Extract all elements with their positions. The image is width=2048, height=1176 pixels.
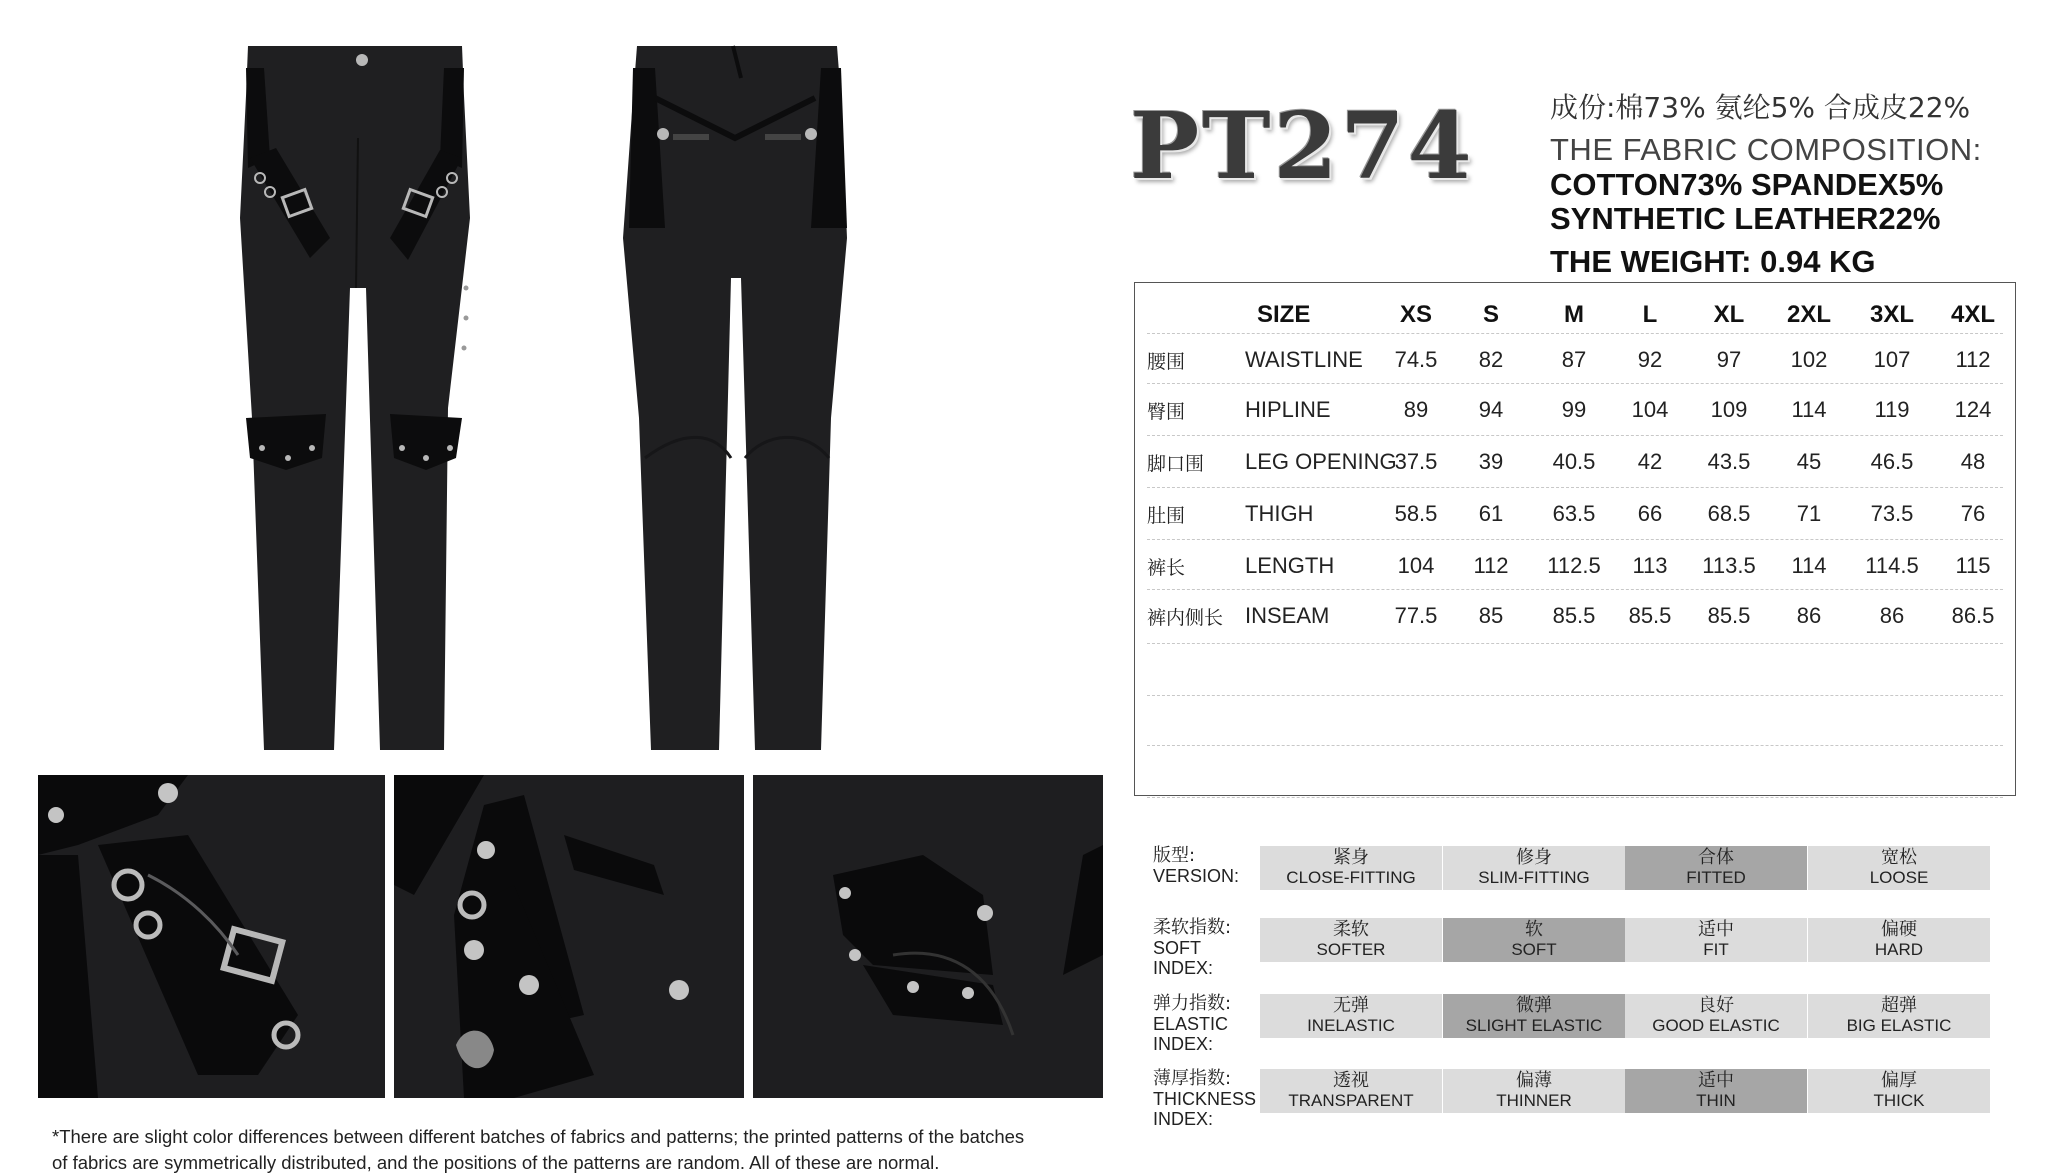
size-value: 85.5 — [1628, 603, 1672, 628]
attribute-label-en: INDEX: — [1153, 958, 1214, 978]
attribute-label-en: VERSION: — [1153, 866, 1240, 886]
scale-option-en: THIN — [1696, 1091, 1736, 1110]
size-value: 92 — [1637, 347, 1663, 372]
attribute-label — [1153, 846, 1239, 886]
scale-option-cn: 适中 — [1698, 1070, 1734, 1091]
scale-option-cn: 偏薄 — [1516, 1070, 1552, 1091]
scale-option-cn: 透视 — [1333, 1070, 1369, 1091]
attribute-label-en: INDEX: — [1153, 1034, 1214, 1054]
scale-option-cn: 合体 — [1698, 847, 1734, 868]
scale-option-good-elastic — [1625, 994, 1807, 1038]
size-header-4xl: 4XL — [1950, 301, 1996, 328]
scale-option-cn: 软 — [1525, 919, 1543, 940]
size-value: 76 — [1960, 501, 1986, 526]
size-value: 82 — [1478, 347, 1504, 372]
row-label-en: LENGTH — [1245, 553, 1335, 578]
size-row-leg-opening — [1147, 435, 2003, 488]
size-table — [1134, 282, 2016, 796]
attribute-label — [1153, 918, 1231, 978]
scale-option-cn: 柔软 — [1333, 919, 1369, 940]
size-value: 113 — [1632, 553, 1668, 578]
size-value: 107 — [1873, 347, 1911, 372]
size-header-s: S — [1482, 301, 1500, 328]
model-number: PT274 — [1130, 92, 1475, 200]
size-value: 94 — [1478, 397, 1504, 422]
weight: THE WEIGHT: 0.94 KG — [1550, 244, 1876, 279]
row-label-cn: 肚围 — [1147, 505, 1186, 527]
scale-option-cn: 超弹 — [1881, 995, 1917, 1016]
detail-photo-buckle — [38, 775, 385, 1098]
detail-photo-pocket — [394, 775, 744, 1098]
size-value: 63.5 — [1552, 501, 1596, 526]
size-value: 112.5 — [1547, 553, 1601, 578]
size-value: 109 — [1710, 397, 1748, 422]
size-value: 73.5 — [1870, 501, 1914, 526]
scale-option-en: BIG ELASTIC — [1846, 1016, 1952, 1035]
size-header-xs: XS — [1399, 301, 1433, 328]
row-label-cn: 裤长 — [1147, 557, 1186, 579]
attribute-label-cn: 版型: — [1153, 845, 1196, 866]
back-view-photo — [615, 38, 875, 758]
size-value: 85 — [1478, 603, 1504, 628]
note-line2: of fabrics are symmetrically distributed, and the positions of the patterns are random. All of these are normal. — [52, 1152, 940, 1173]
size-value: 45 — [1796, 449, 1822, 474]
composition-label: THE FABRIC COMPOSITION: — [1550, 132, 1982, 167]
size-value: 86.5 — [1951, 603, 1995, 628]
size-value: 68.5 — [1707, 501, 1751, 526]
attribute-label-cn: 柔软指数: — [1153, 917, 1232, 938]
scale-option-close-fitting — [1260, 846, 1442, 890]
size-value: 43.5 — [1707, 449, 1751, 474]
row-label-en: HIPLINE — [1245, 397, 1331, 422]
size-value: 97 — [1716, 347, 1742, 372]
size-row-thigh — [1147, 487, 2003, 540]
row-label-en: THIGH — [1245, 501, 1314, 526]
row-label-en: INSEAM — [1245, 603, 1330, 628]
color-note — [52, 1124, 1112, 1176]
front-view-photo — [230, 38, 530, 758]
scale-option-en: THINNER — [1496, 1091, 1572, 1110]
size-value: 114 — [1791, 553, 1827, 578]
composition-line2: SYNTHETIC LEATHER22% — [1550, 201, 1941, 236]
scale-option-thinner — [1443, 1069, 1625, 1113]
size-value: 66 — [1637, 501, 1663, 526]
size-value: 115 — [1955, 553, 1991, 578]
size-header-row — [1147, 283, 2003, 334]
row-label-cn: 裤内侧长 — [1147, 607, 1224, 629]
size-value: 102 — [1790, 347, 1828, 372]
size-value: 39 — [1478, 449, 1504, 474]
size-value: 112 — [1473, 553, 1509, 578]
size-value: 124 — [1954, 397, 1992, 422]
size-value: 86 — [1796, 603, 1822, 628]
size-row-inseam — [1147, 589, 2003, 644]
size-value: 58.5 — [1394, 501, 1438, 526]
scale-option-inelastic — [1260, 994, 1442, 1038]
size-value: 99 — [1561, 397, 1587, 422]
row-label-cn: 腰围 — [1147, 351, 1186, 373]
scale-option-en: LOOSE — [1869, 868, 1929, 887]
attribute-label-cn: 弹力指数: — [1153, 993, 1232, 1014]
attribute-label — [1153, 1069, 1256, 1129]
scale-option-thin — [1625, 1069, 1807, 1113]
size-value: 104 — [1631, 397, 1669, 422]
size-value: 71 — [1796, 501, 1822, 526]
size-value: 46.5 — [1870, 449, 1914, 474]
empty-row — [1147, 745, 2003, 798]
scale-option-en: FIT — [1703, 940, 1729, 959]
scale-option-en: CLOSE-FITTING — [1286, 868, 1416, 887]
scale-option-cn: 适中 — [1698, 919, 1734, 940]
size-header-xl: XL — [1713, 301, 1745, 328]
size-header-m: M — [1564, 301, 1584, 328]
size-header-3xl: 3XL — [1869, 301, 1915, 328]
scale-option-en: GOOD ELASTIC — [1652, 1016, 1780, 1035]
scale-option-loose — [1808, 846, 1990, 890]
scale-option-fit — [1625, 918, 1807, 962]
scale-option-fitted — [1625, 846, 1807, 890]
scale-option-en: SLIM-FITTING — [1478, 868, 1590, 887]
size-value: 112 — [1955, 347, 1991, 372]
scale-option-en: SLIGHT ELASTIC — [1465, 1016, 1603, 1035]
size-value: 37.5 — [1394, 449, 1438, 474]
size-value: 61 — [1478, 501, 1504, 526]
scale-option-slight-elastic — [1443, 994, 1625, 1038]
size-value: 86 — [1879, 603, 1905, 628]
attribute-label — [1153, 994, 1231, 1054]
scale-option-cn: 无弹 — [1333, 995, 1369, 1016]
scale-option-softer — [1260, 918, 1442, 962]
size-value: 77.5 — [1394, 603, 1438, 628]
size-value: 85.5 — [1707, 603, 1751, 628]
size-value: 119 — [1874, 397, 1910, 422]
size-value: 114 — [1791, 397, 1827, 422]
row-label-en: LEG OPENING — [1245, 449, 1397, 474]
scale-option-slim-fitting — [1443, 846, 1625, 890]
scale-option-cn: 偏厚 — [1881, 1070, 1917, 1091]
row-label-cn: 臀围 — [1147, 401, 1186, 423]
attribute-label-cn: 薄厚指数: — [1153, 1068, 1232, 1089]
scale-option-cn: 紧身 — [1333, 847, 1369, 868]
size-value: 42 — [1637, 449, 1663, 474]
size-value: 104 — [1397, 553, 1435, 578]
scale-option-transparent — [1260, 1069, 1442, 1113]
scale-option-en: THICK — [1873, 1091, 1925, 1110]
size-value: 114.5 — [1865, 553, 1919, 578]
size-row-length — [1147, 539, 2003, 590]
scale-option-en: SOFTER — [1316, 940, 1386, 959]
attribute-label-en: INDEX: — [1153, 1109, 1214, 1129]
size-value: 85.5 — [1552, 603, 1596, 628]
size-value: 74.5 — [1394, 347, 1438, 372]
scale-option-cn: 宽松 — [1881, 847, 1917, 868]
scale-option-big-elastic — [1808, 994, 1990, 1038]
scale-option-en: HARD — [1874, 940, 1924, 959]
size-row-waistline — [1147, 333, 2003, 384]
scale-option-hard — [1808, 918, 1990, 962]
size-value: 89 — [1403, 397, 1429, 422]
size-value: 40.5 — [1552, 449, 1596, 474]
size-header-label: SIZE — [1257, 301, 1311, 328]
row-label-en: WAISTLINE — [1245, 347, 1363, 372]
empty-row — [1147, 695, 2003, 746]
size-header-2xl: 2XL — [1786, 301, 1832, 328]
size-value: 48 — [1960, 449, 1986, 474]
scale-option-thick — [1808, 1069, 1990, 1113]
composition-cn: 成份:棉73% 氨纶5% 合成皮22% — [1550, 91, 1971, 124]
scale-option-soft — [1443, 918, 1625, 962]
scale-option-cn: 修身 — [1516, 847, 1552, 868]
scale-option-en: INELASTIC — [1307, 1016, 1395, 1035]
attribute-label-en: ELASTIC — [1153, 1014, 1229, 1034]
row-label-cn: 脚口围 — [1147, 453, 1205, 475]
attribute-label-en: SOFT — [1153, 938, 1201, 958]
composition-line1: COTTON73% SPANDEX5% — [1550, 167, 1944, 202]
size-value: 87 — [1561, 347, 1587, 372]
empty-row — [1147, 643, 2003, 696]
scale-option-en: TRANSPARENT — [1288, 1091, 1414, 1110]
size-value: 113.5 — [1702, 553, 1756, 578]
scale-option-cn: 良好 — [1698, 995, 1734, 1016]
scale-option-en: FITTED — [1686, 868, 1746, 887]
size-header-l: L — [1642, 301, 1658, 328]
scale-option-cn: 偏硬 — [1881, 919, 1917, 940]
scale-option-cn: 微弹 — [1516, 995, 1552, 1016]
size-row-hipline — [1147, 383, 2003, 436]
attribute-label-en: THICKNESS — [1153, 1089, 1257, 1109]
detail-photo-knee — [753, 775, 1103, 1098]
note-line1: *There are slight color differences between different batches of fabrics and patterns; the printed patterns of the batches — [52, 1126, 1025, 1147]
scale-option-en: SOFT — [1511, 940, 1557, 959]
